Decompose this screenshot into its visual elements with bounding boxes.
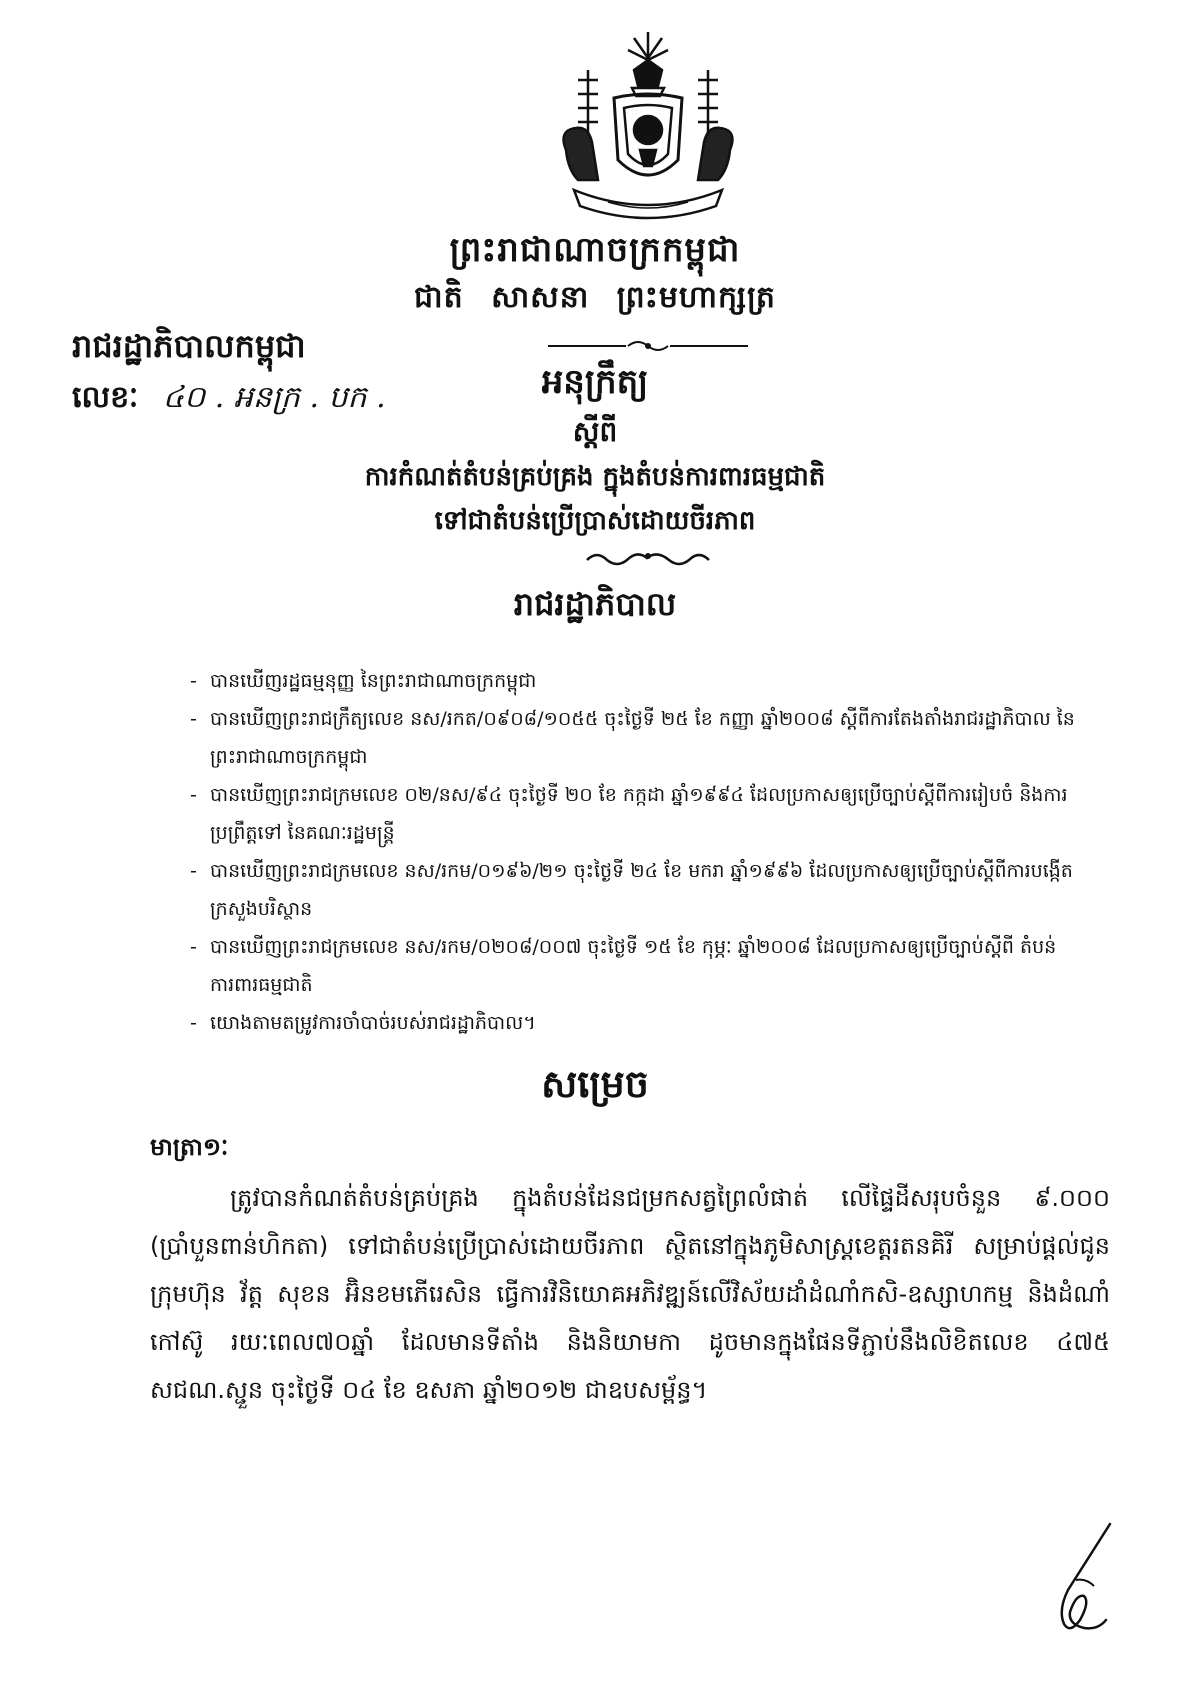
reference-item: - បានឃើញព្រះរាជក្រមលេខ នស/រកម/០២០៨/០០៧ ចុះថ្ងៃទី ១៥ ខែ កុម្ភៈ ឆ្នាំ២០០៨ ដែលប្រកាសឲ្យប្រើច្បាប់ស្តីពី តំបន់ការពារធម្មជាតិ: [190, 928, 1090, 1004]
national-motto: ជាតិ សាសនា ព្រះមហាក្សត្រ: [414, 280, 776, 315]
decree-number-value: ៤០ . អនក្រ . បក .: [162, 380, 386, 415]
issuing-government: រាជរដ្ឋាភិបាលកម្ពុជា: [72, 327, 306, 365]
royal-coat-of-arms-icon: [548, 30, 748, 230]
subject-line-2: ទៅជាតំបន់ប្រើប្រាស់ដោយចីរភាព: [434, 506, 756, 536]
article-1-text: ត្រូវបានកំណត់តំបន់គ្រប់គ្រង ក្នុងតំបន់ដែនជម្រកសត្វព្រៃលំផាត់ លើផ្ទៃដីសរុបចំនួន ៩.០០០ (ប្រាំបួនពាន់ហិកតា) ទៅជាតំបន់ប្រើប្រាស់ដោយចីរភាព ស្ថិតនៅក្នុងភូមិសាស្ត្រខេត្តរតនគិរី សម្រាប់ផ្តល់ជូនក្រុមហ៊ុន វ័ត្ត សុខន អ៊ិនខមភើរេសិន ធ្វើការវិនិយោគអភិវឌ្ឍន៍លើវិស័យដាំដំណាំកសិ-ឧស្សាហកម្ម និងដំណាំកៅស៊ូ រយៈពេល៧០ឆ្នាំ ដែលមានទីតាំង និងនិយាមកា ដូចមានក្នុងផែនទីភ្ជាប់នឹងលិខិតលេខ ៤៧៥ សជណ.ស្ជួន ចុះថ្ងៃទី ០៤ ខែ ឧសភា ឆ្នាំ២០១២ ជាឧបសម្ព័ន្ធ។: [150, 1184, 1110, 1404]
kingdom-title: ព្រះរាជាណាចក្រកម្ពុជា: [449, 230, 741, 270]
reference-item: - យោងតាមតម្រូវការចាំបាច់របស់រាជរដ្ឋាភិបាល។: [190, 1004, 1090, 1042]
subject-line-1: ការកំណត់តំបន់គ្រប់គ្រង ក្នុងតំបន់ការពារធម្មជាតិ: [364, 462, 826, 492]
reference-item: - បានឃើញព្រះរាជក្រមលេខ ០២/នស/៩៤ ចុះថ្ងៃទី ២០ ខែ កក្កដា ឆ្នាំ១៩៩៤ ដែលប្រកាសឲ្យប្រើច្បាប់ស្តីពីការរៀបចំ និងការប្រព្រឹត្តទៅ នៃគណៈរដ្ឋមន្ត្រី: [190, 776, 1090, 852]
reference-item: - បានឃើញរដ្ឋធម្មនុញ្ញ នៃព្រះរាជាណាចក្រកម្ពុជា: [190, 662, 1090, 700]
khmer-ornament-small-icon: [583, 548, 713, 568]
initial-signature-icon: [1040, 1520, 1120, 1640]
article-1-label: មាត្រា១ៈ: [150, 1133, 229, 1161]
government-heading: រាជរដ្ឋាភិបាល: [513, 585, 677, 623]
legal-references-list: [190, 662, 1090, 1042]
decision-heading: សម្រេច: [541, 1062, 649, 1106]
reference-item: - បានឃើញព្រះរាជក្រមលេខ នស/រកម/០១៩៦/២១ ចុះថ្ងៃទី ២៤ ខែ មករា ឆ្នាំ១៩៩៦ ដែលប្រកាសឲ្យប្រើច្បាប់ស្តីពីការបង្កើតក្រសួងបរិស្ថាន: [190, 852, 1090, 928]
khmer-ornament-divider-icon: [548, 338, 748, 354]
reference-item: - បានឃើញព្រះរាជក្រឹត្យលេខ នស/រកត/០៩០៨/១០៥៥ ចុះថ្ងៃទី ២៥ ខែ កញ្ញា ឆ្នាំ២០០៨ ស្តីពីការតែងតាំងរាជរដ្ឋាភិបាល នៃព្រះរាជាណាចក្រកម្ពុជា: [190, 700, 1090, 776]
about-label: ស្តីពី: [572, 415, 618, 448]
decree-number-label: លេខៈ: [72, 380, 139, 415]
document-type: អនុក្រឹត្យ: [541, 362, 649, 402]
